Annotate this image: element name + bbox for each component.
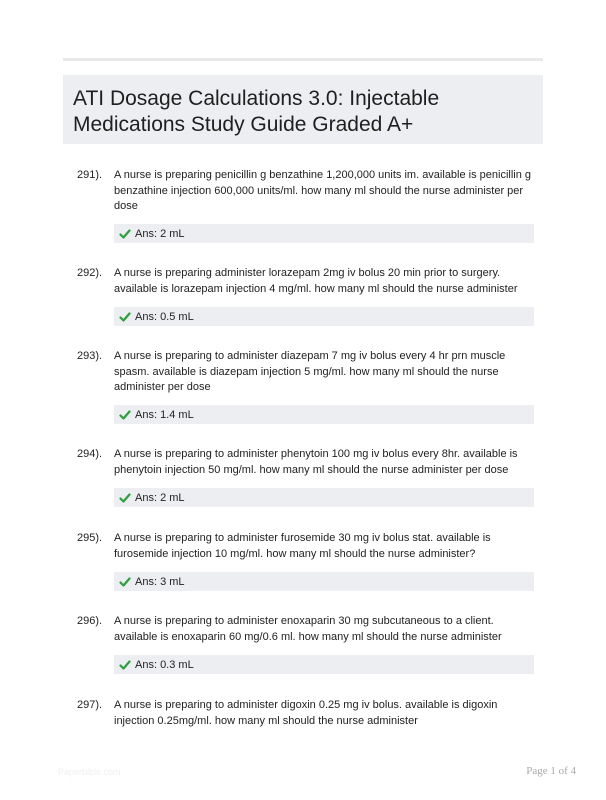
answer-text: Ans: 3 mL — [135, 575, 185, 588]
answer-text: Ans: 2 mL — [135, 227, 185, 240]
question-text: A nurse is preparing to administer furosemide 30 mg iv bolus stat. available is furosemide injection 10 mg/ml. how many ml should the nurse administer? — [114, 532, 491, 560]
answer-box — [114, 224, 534, 243]
check-icon — [119, 659, 131, 671]
top-divider — [63, 58, 543, 61]
answer-text: Ans: 0.5 mL — [135, 310, 194, 323]
check-icon — [119, 576, 131, 588]
answer-box — [114, 405, 534, 424]
question-number: 295). — [77, 532, 103, 544]
question-number: 294). — [77, 448, 103, 460]
question-text: A nurse is preparing to administer diazepam 7 mg iv bolus every 4 hr prn muscle spasm. available is diazepam injection 5 mg/ml. how many ml should the nurse administer per dose — [114, 350, 506, 393]
answer-text: Ans: 1.4 mL — [135, 408, 194, 421]
footer-watermark: Paperbible.com — [58, 767, 121, 777]
answer-box — [114, 488, 534, 507]
check-icon — [119, 409, 131, 421]
question-text: A nurse is preparing administer lorazepam 2mg iv bolus 20 min prior to surgery. available is lorazepam injection 4 mg/ml. how many ml should the nurse administer — [114, 267, 518, 295]
question-text: A nurse is preparing to administer phenytoin 100 mg iv bolus every 8hr. available is phenytoin injection 50 mg/ml. how many ml should the nurse administer per dose — [114, 448, 518, 476]
document-title-line-1: ATI Dosage Calculations 3.0: Injectable — [73, 87, 440, 110]
check-icon — [119, 228, 131, 240]
check-icon — [119, 311, 131, 323]
answer-box — [114, 572, 534, 591]
question-number: 291). — [77, 169, 103, 181]
document-title-line-2: Medications Study Guide Graded A+ — [73, 113, 414, 136]
answer-box — [114, 307, 534, 326]
question-number: 296). — [77, 615, 103, 627]
question-number: 297). — [77, 699, 103, 711]
question-number: 293). — [77, 350, 103, 362]
question-text: A nurse is preparing penicillin g benzathine 1,200,000 units im. available is penicillin g benzathine injection 600,000 units/ml. how many ml should the nurse administer per dose — [114, 169, 532, 212]
page-number: Page 1 of 4 — [526, 765, 576, 777]
answer-box — [114, 655, 534, 674]
question-text: A nurse is preparing to administer enoxaparin 30 mg subcutaneous to a client. available is enoxaparin 60 mg/0.6 ml. how many ml should the nurse administer — [114, 615, 502, 643]
answer-text: Ans: 2 mL — [135, 491, 185, 504]
question-text: A nurse is preparing to administer digoxin 0.25 mg iv bolus. available is digoxin injection 0.25mg/ml. how many ml should the nurse administer — [114, 699, 498, 727]
question-number: 292). — [77, 267, 103, 279]
check-icon — [119, 492, 131, 504]
title-block — [63, 75, 543, 144]
answer-text: Ans: 0.3 mL — [135, 658, 194, 671]
